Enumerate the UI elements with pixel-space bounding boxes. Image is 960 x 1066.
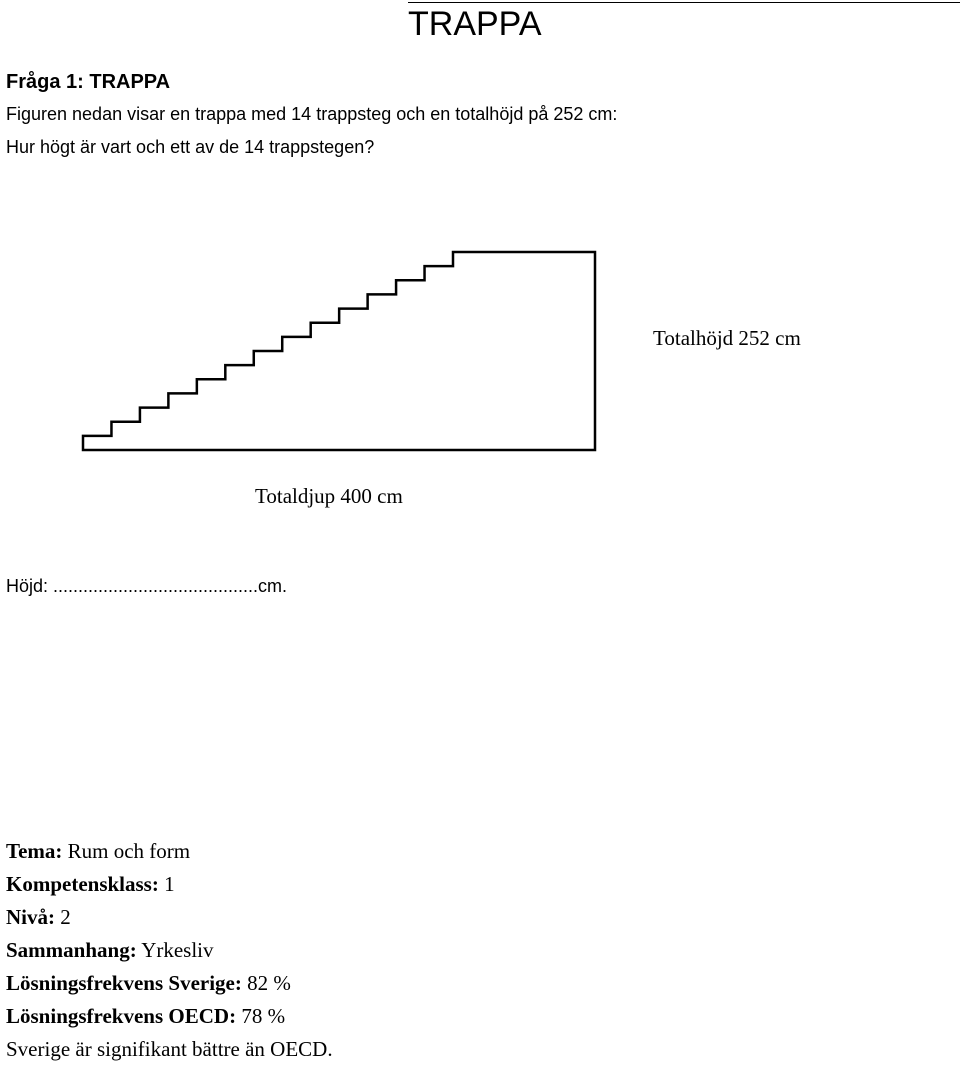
total-height-label: Totalhöjd 252 cm xyxy=(653,326,801,350)
staircase-diagram xyxy=(0,230,960,470)
meta-row-comparison xyxy=(6,1033,333,1066)
meta-key: Nivå: xyxy=(6,905,55,929)
staircase-outline xyxy=(83,252,595,450)
meta-key: Tema: xyxy=(6,839,63,863)
meta-key: Kompetensklass: xyxy=(6,872,159,896)
meta-value: Yrkesliv xyxy=(141,938,214,962)
total-depth-label: Totaldjup 400 cm xyxy=(255,484,403,508)
meta-row-rate-sweden xyxy=(6,967,333,1000)
meta-key: Lösningsfrekvens Sverige: xyxy=(6,971,242,995)
page-title: TRAPPA xyxy=(408,5,542,43)
meta-row-rate-oecd xyxy=(6,1000,333,1033)
meta-row-level xyxy=(6,901,333,934)
meta-value: 78 % xyxy=(241,1004,286,1028)
meta-key: Lösningsfrekvens OECD: xyxy=(6,1004,237,1028)
meta-row-competency xyxy=(6,868,333,901)
meta-value: Rum och form xyxy=(67,839,191,863)
item-metadata xyxy=(6,835,333,1066)
meta-value: 82 % xyxy=(247,971,291,995)
meta-row-theme xyxy=(6,835,333,868)
meta-value: 1 xyxy=(164,872,175,896)
answer-field[interactable]: Höjd: .........................................cm. xyxy=(6,576,288,596)
meta-value: 2 xyxy=(60,905,71,929)
question-text-line-2: Hur högt är vart och ett av de 14 trappstegen? xyxy=(6,137,375,157)
question-text-line-1: Figuren nedan visar en trappa med 14 trappsteg och en totalhöjd på 252 cm: xyxy=(6,104,618,124)
meta-value: Sverige är signifikant bättre än OECD. xyxy=(6,1037,333,1061)
meta-row-context xyxy=(6,934,333,967)
question-heading: Fråga 1: TRAPPA xyxy=(6,71,171,93)
meta-key: Sammanhang: xyxy=(6,938,137,962)
header-rule xyxy=(408,2,960,3)
